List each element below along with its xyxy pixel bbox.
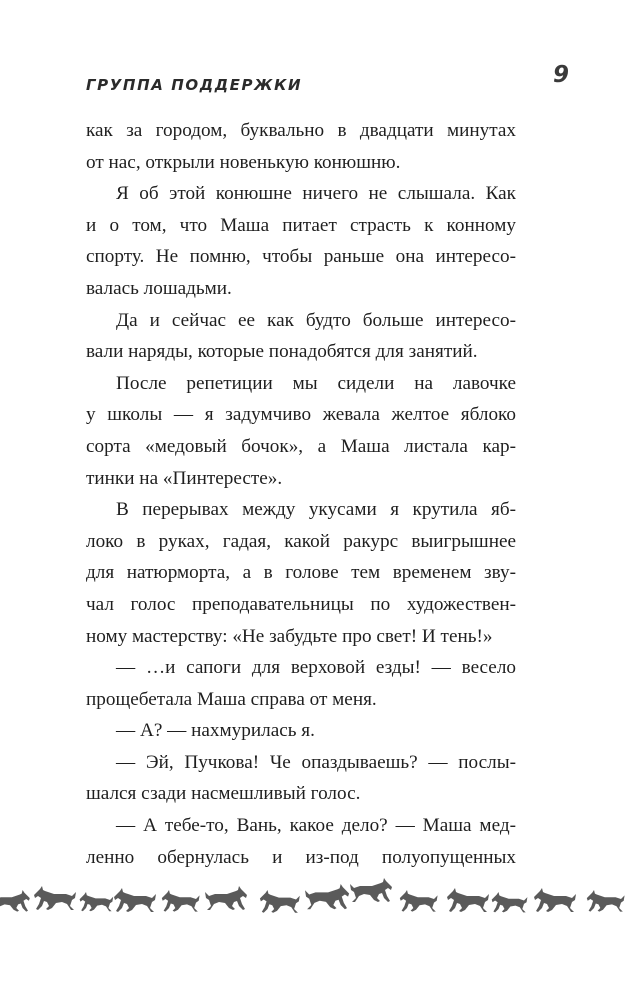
- text-line: В перерывах между укусами я крутила яб-: [116, 499, 516, 521]
- horse-silhouette-icon: [80, 892, 114, 911]
- text-line: После репетиции мы сидели на лавочке: [116, 372, 516, 394]
- galloping-horses-border-icon: [0, 876, 625, 926]
- text-line: как за городом, буквально в двадцати минутах: [86, 120, 516, 141]
- text-line: локо в руках, гадая, какой ракурс выигрышнее: [86, 530, 516, 552]
- horse-silhouette-icon: [400, 890, 438, 912]
- text-line: — А? — нахмурилась я.: [116, 720, 315, 742]
- body-text: [86, 115, 516, 873]
- text-line: ленно обернулась и из-под полуопущенных: [86, 846, 516, 868]
- text-line: сорта «медовый бочок», а Маша листала кар-: [86, 435, 516, 457]
- horse-silhouette-icon: [0, 890, 30, 912]
- text-line: валась лошадьми.: [86, 277, 232, 299]
- text-line: у школы — я задумчиво жевала желтое яблоко: [86, 404, 516, 426]
- horse-silhouette-icon: [162, 890, 200, 912]
- text-line: — Эй, Пучкова! Че опаздываешь? — послы-: [116, 751, 516, 773]
- running-title: ГРУППА ПОДДЕРЖКИ: [86, 76, 303, 94]
- text-line: чал голос преподавательницы по художествен-: [86, 593, 516, 615]
- text-line: от нас, открыли новенькую конюшню.: [86, 151, 401, 173]
- text-line: вали наряды, которые понадобятся для занятий.: [86, 341, 478, 363]
- horse-silhouette-icon: [114, 888, 156, 912]
- horse-silhouette-icon: [350, 878, 392, 902]
- horse-silhouette-icon: [260, 890, 300, 913]
- text-line: тинки на «Пинтересте».: [86, 467, 283, 489]
- text-line: ному мастерству: «Не забудьте про свет! И тень!»: [86, 625, 493, 647]
- text-line: спорту. Не помню, чтобы раньше она интересо-: [86, 246, 516, 268]
- horse-silhouette-icon: [34, 886, 76, 910]
- horse-silhouette-icon: [587, 890, 625, 912]
- text-line: для натюрморта, а в голове тем временем зву-: [86, 562, 516, 584]
- horse-silhouette-icon: [205, 886, 247, 910]
- horse-silhouette-icon: [305, 884, 349, 909]
- text-line: прощебетала Маша справа от меня.: [86, 688, 377, 710]
- page-number: 9: [553, 62, 570, 88]
- text-line: Я об этой конюшне ничего не слышала. Как: [116, 183, 516, 205]
- text-line: — …и сапоги для верховой езды! — весело: [116, 657, 516, 679]
- horse-silhouette-icon: [492, 892, 528, 912]
- horse-silhouette-icon: [447, 888, 489, 912]
- text-line: и о том, что Маша питает страсть к конному: [86, 214, 516, 236]
- text-line: Да и сейчас ее как будто больше интересо-: [116, 309, 516, 331]
- text-line: — А тебе-то, Вань, какое дело? — Маша мед-: [116, 815, 516, 837]
- text-line: шался сзади насмешливый голос.: [86, 783, 361, 805]
- horse-silhouette-icon: [534, 888, 576, 912]
